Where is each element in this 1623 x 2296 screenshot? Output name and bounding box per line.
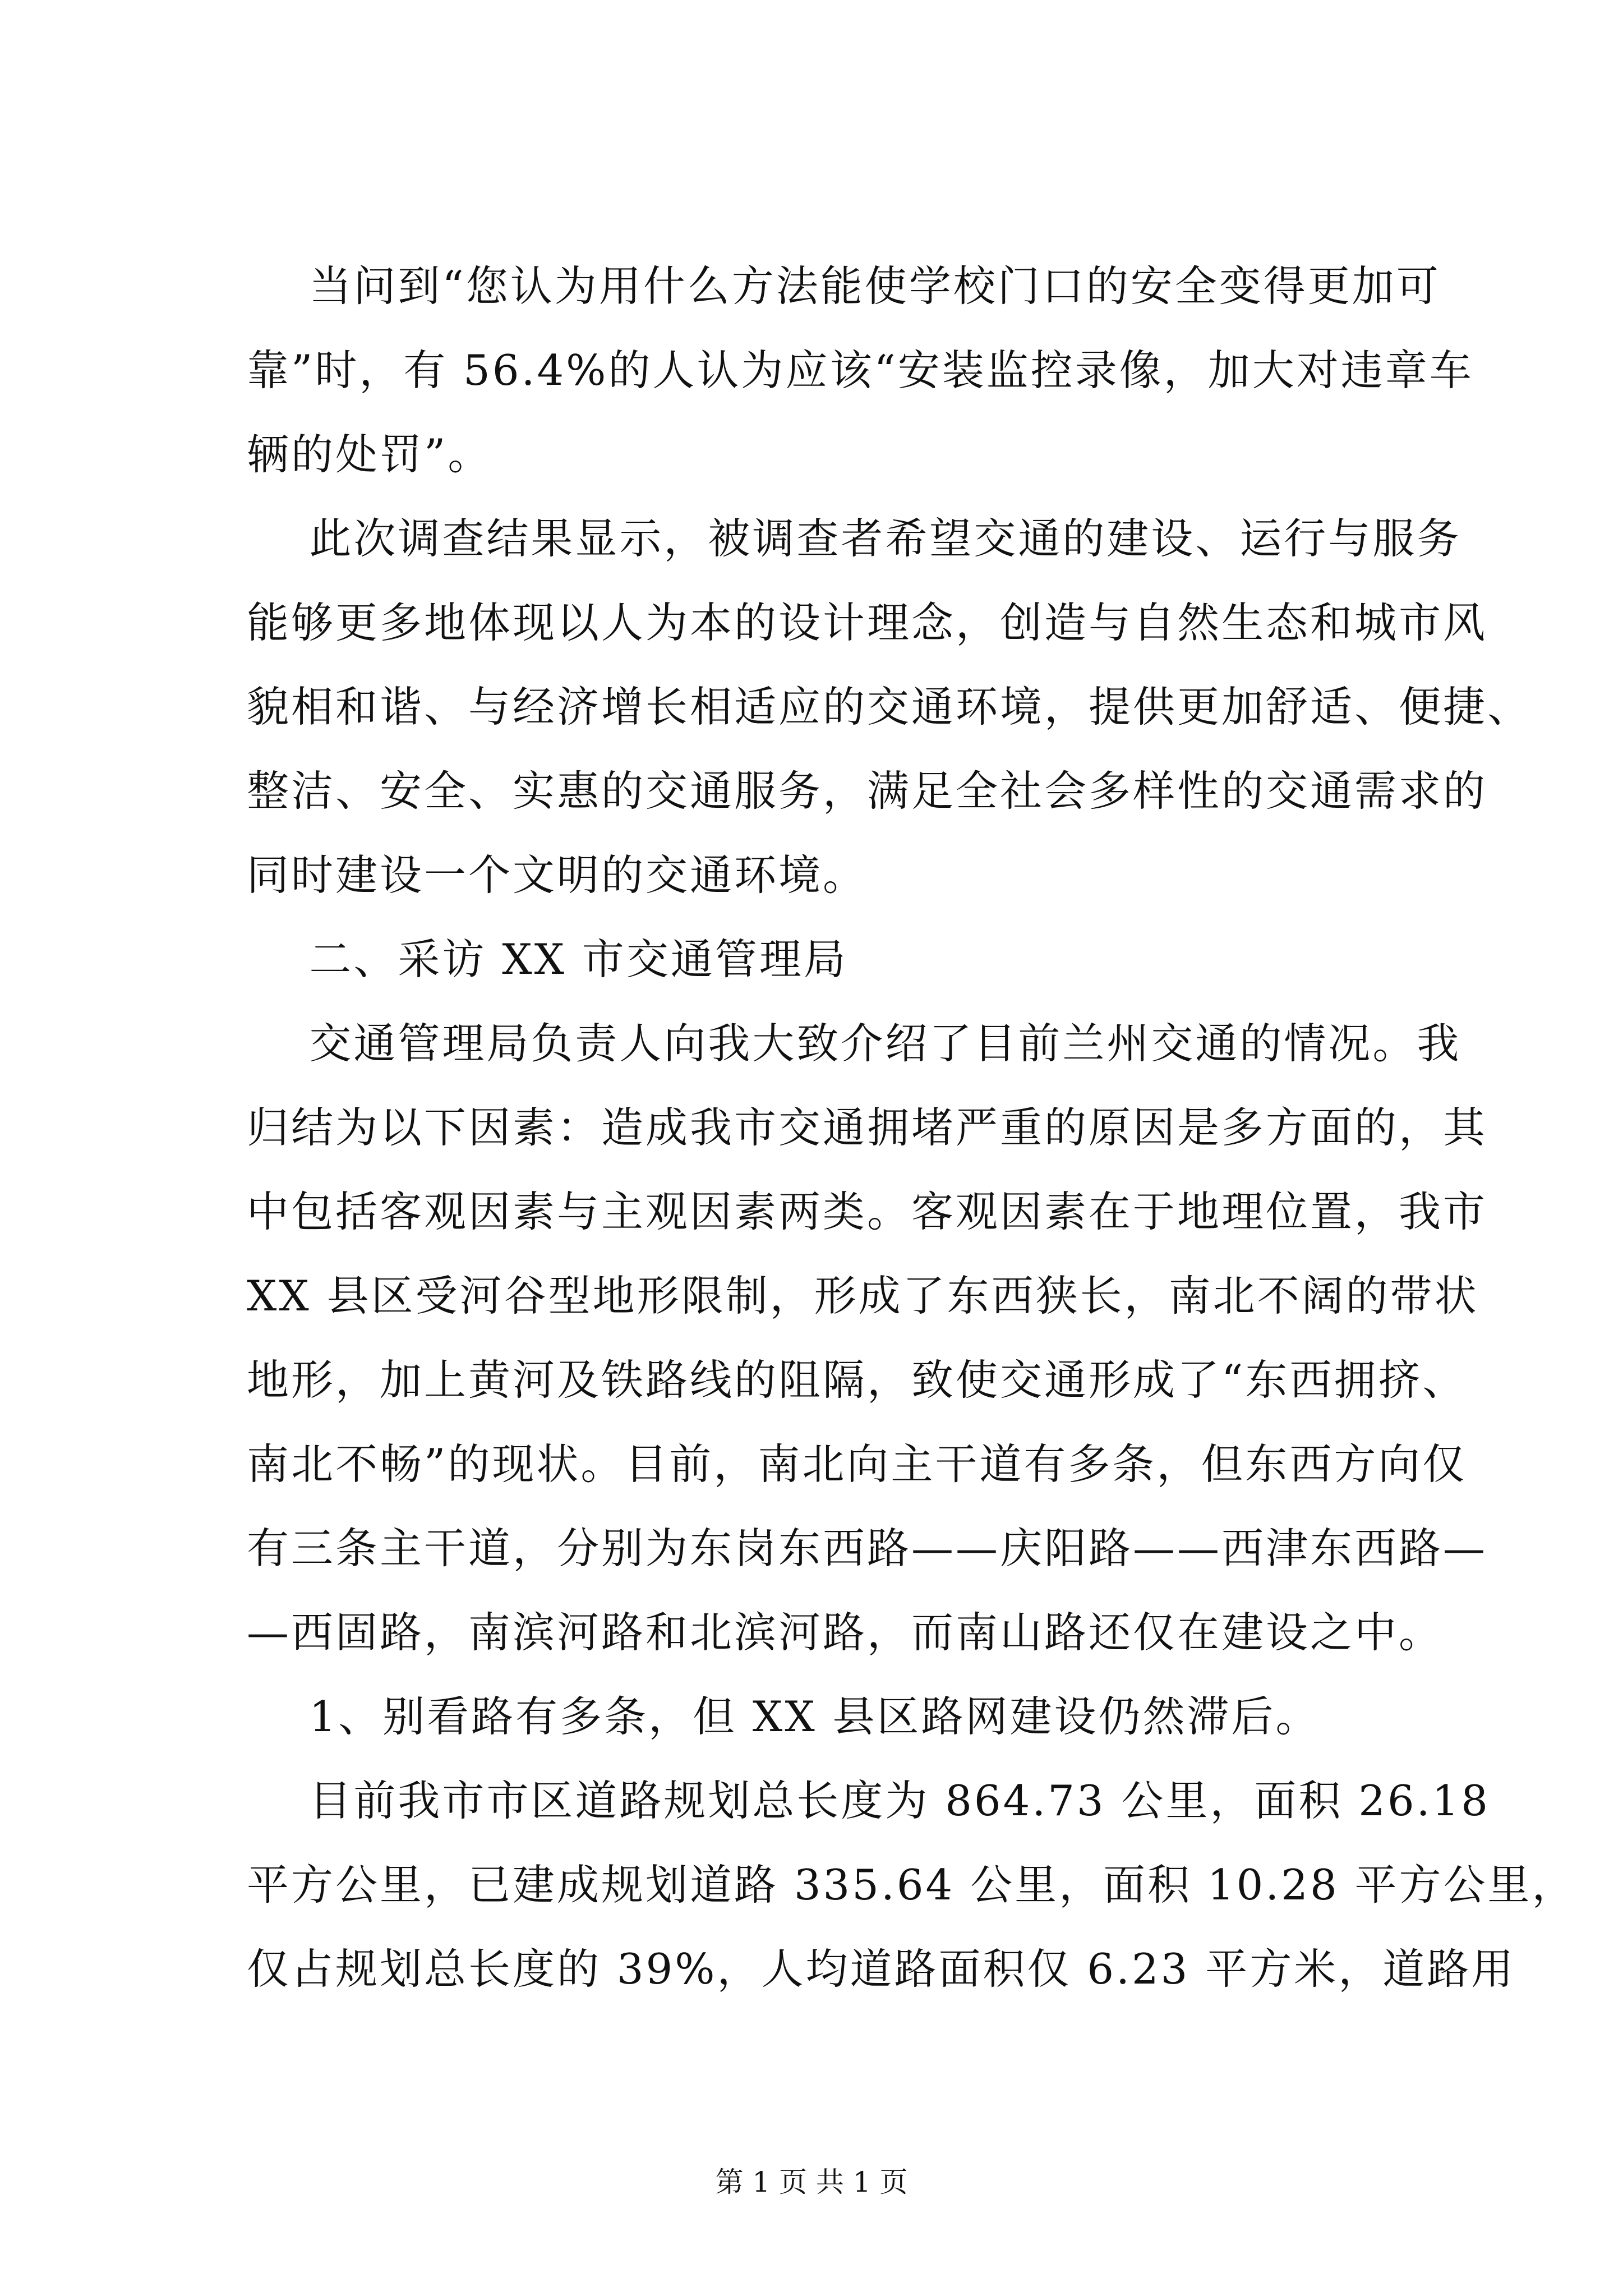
section-heading: 二、采访 XX 市交通管理局 xyxy=(247,935,848,984)
text-line: 仅占规划总长度的 39%，人均道路面积仅 6.23 平方米，道路用 xyxy=(247,1944,1516,1994)
text-line: XX 县区受河谷型地形限制，形成了东西狭长，南北不阔的带状 xyxy=(247,1271,1479,1320)
text-line: 地形，加上黄河及铁路线的阻隔，致使交通形成了“东西拥挤、 xyxy=(247,1355,1467,1405)
text-line: 目前我市市区道路规划总长度为 864.73 公里，面积 26.18 xyxy=(247,1776,1491,1825)
text-line: 南北不畅”的现状。目前，南北向主干道有多条，但东西方向仅 xyxy=(247,1439,1467,1489)
text-line: 平方公里，已建成规划道路 335.64 公里，面积 10.28 平方公里， xyxy=(247,1860,1576,1910)
text-line: 能够更多地体现以人为本的设计理念，创造与自然生态和城市风 xyxy=(247,598,1488,647)
text-line: 此次调查结果显示，被调查者希望交通的建设、运行与服务 xyxy=(247,514,1461,563)
text-line: 归结为以下因素：造成我市交通拥堵严重的原因是多方面的，其 xyxy=(247,1103,1488,1152)
text-line: 中包括客观因素与主观因素两类。客观因素在于地理位置，我市 xyxy=(247,1187,1488,1236)
text-line: 貌相和谐、与经济增长相适应的交通环境，提供更加舒适、便捷、 xyxy=(247,682,1532,731)
numbered-point: 1、别看路有多条，但 XX 县区路网建设仍然滞后。 xyxy=(247,1692,1320,1741)
page-number: 第 1 页 共 1 页 xyxy=(715,2166,908,2198)
text-line: 同时建设一个文明的交通环境。 xyxy=(247,850,868,900)
page-footer xyxy=(0,2165,1623,2199)
text-line: 有三条主干道，分别为东岗东西路——庆阳路——西津东西路— xyxy=(247,1524,1488,1573)
text-line: 辆的处罚”。 xyxy=(247,430,492,479)
text-line: 交通管理局负责人向我大致介绍了目前兰州交通的情况。我 xyxy=(247,1019,1461,1068)
text-line: 整洁、安全、实惠的交通服务，满足全社会多样性的交通需求的 xyxy=(247,766,1488,816)
text-line: —西固路，南滨河路和北滨河路，而南山路还仅在建设之中。 xyxy=(247,1608,1444,1657)
text-line: 靠”时，有 56.4%的人认为应该“安装监控录像，加大对违章车 xyxy=(247,346,1474,395)
text-line: 当问到“您认为用什么方法能使学校门口的安全变得更加可 xyxy=(247,261,1441,311)
